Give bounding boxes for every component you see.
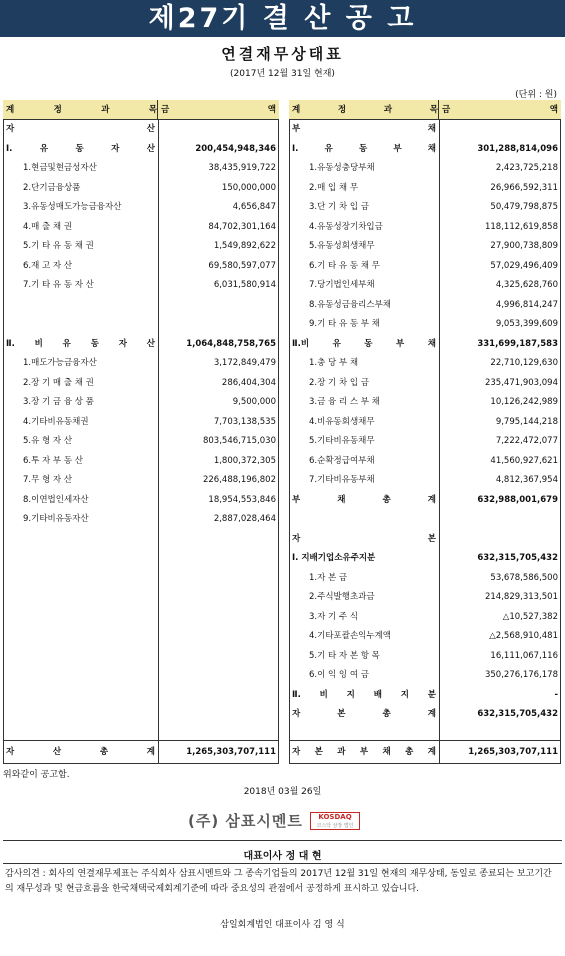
- notice-banner: 제27기 결 산 공 고: [0, 0, 565, 37]
- total-amount: 1,265,303,707,111: [468, 747, 558, 757]
- header-char: 과: [383, 105, 393, 115]
- table-row: [3, 140, 279, 159]
- footer-note: 위와같이 공고함.: [3, 770, 70, 780]
- account-amount: 9,795,144,218: [495, 416, 558, 427]
- table-row: [3, 491, 279, 510]
- account-label: 3.장 기 금 융 상 품: [23, 397, 94, 407]
- header-account: [289, 100, 439, 120]
- account-label: 4.기타포괄손익누계액: [309, 631, 392, 641]
- table-row: [3, 218, 279, 237]
- account-label: 4.비유동회생채무: [309, 416, 375, 427]
- account-label: 3.단 기 차 입 금: [309, 202, 369, 212]
- account-amount: 632,988,001,679: [477, 494, 558, 505]
- account-amount: 226,488,196,802: [202, 475, 276, 485]
- account-label: [3, 315, 158, 334]
- table-row: [3, 315, 279, 334]
- header-char: 정: [337, 105, 347, 115]
- account-amount: 214,829,313,501: [484, 592, 558, 602]
- account-label: 6.이 익 잉 여 금: [309, 670, 369, 680]
- account-label: 7.무 형 자 산: [23, 475, 73, 485]
- account-amount: 803,546,715,030: [202, 436, 276, 446]
- header-char: 과: [101, 105, 110, 115]
- account-amount: 22,710,129,630: [490, 358, 558, 368]
- table-row: [3, 276, 279, 295]
- account-label: 5.기 타 유 동 채 권: [23, 241, 94, 251]
- account-label: 5.기 타 자 본 항 목: [309, 650, 380, 661]
- table-row: [3, 354, 279, 373]
- account-label: 7.기타비유동부채: [309, 475, 375, 485]
- table-row: [3, 257, 279, 276]
- account-label: 3.금 융 리 스 부 채: [309, 397, 380, 407]
- account-amount: 50,479,798,875: [490, 202, 558, 212]
- account-amount: 1,064,848,758,765: [186, 338, 276, 349]
- table-row: [289, 296, 561, 315]
- account-amount: 2,887,028,464: [213, 514, 276, 524]
- account-label: Ⅰ. 유 동 부 채: [292, 143, 436, 154]
- account-label: 5.유동성회생채무: [309, 241, 375, 251]
- document-date: (2017년 12월 31일 현재): [230, 69, 335, 79]
- unit-label: (단위 : 원): [515, 90, 557, 100]
- table-row: [3, 393, 279, 412]
- table-row: [3, 510, 279, 529]
- account-label: 6.투 자 부 동 산: [23, 455, 83, 466]
- account-amount: 9,500,000: [232, 397, 276, 407]
- document-title: 연결재무상태표: [221, 45, 344, 63]
- account-label: 4.매 출 채 권: [23, 221, 73, 232]
- table-row: [3, 237, 279, 256]
- header-amount: [439, 100, 561, 120]
- account-label: 3.유동성매도가능금융자산: [23, 202, 122, 212]
- table-row: [289, 510, 561, 529]
- header-char: 계: [6, 105, 15, 115]
- account-label: 2.장 기 매 출 채 권: [23, 377, 94, 388]
- account-amount: [439, 510, 561, 529]
- footer-date: 2018년 03월 26일: [243, 787, 322, 797]
- table-row: [289, 491, 561, 510]
- header-account: [3, 100, 158, 120]
- account-label: 6.기 타 유 동 채 무: [309, 260, 380, 271]
- account-label: 5.기타비유동채무: [309, 436, 375, 446]
- account-label: 자 산: [6, 124, 155, 134]
- account-label: 7.당기법인세부채: [309, 280, 375, 290]
- kosdaq-badge: [310, 812, 360, 830]
- table-row: [289, 276, 561, 295]
- account-amount: 18,954,553,846: [208, 494, 276, 505]
- table-row: [3, 120, 279, 139]
- header-char: 금: [442, 105, 451, 115]
- table-row: [289, 647, 561, 666]
- table-row: [3, 335, 279, 354]
- table-header: [3, 100, 279, 120]
- account-amount: △2,568,910,481: [489, 631, 558, 641]
- account-label: 7.기 타 유 동 자 산: [23, 280, 94, 290]
- account-amount: 6,031,580,914: [213, 280, 276, 290]
- table-row: [3, 198, 279, 217]
- table-row: [289, 179, 561, 198]
- account-amount: 27,900,738,809: [490, 241, 558, 251]
- account-amount: 235,471,903,094: [484, 377, 558, 388]
- kosdaq-main: KOSDAQ: [318, 813, 352, 821]
- account-amount: 3,172,849,479: [213, 358, 276, 368]
- account-label: 3.자 기 주 식: [309, 611, 359, 622]
- total-row: [3, 741, 279, 763]
- account-label: 1.현금및현금성자산: [23, 163, 97, 173]
- table-row: [3, 413, 279, 432]
- account-amount: 118,112,619,858: [484, 221, 558, 232]
- table-row: [289, 120, 561, 139]
- company-logo: (주) 삼표시멘트: [188, 812, 303, 830]
- account-label: 9.기타비유동자산: [23, 514, 89, 524]
- account-amount: 84,702,301,164: [208, 221, 276, 232]
- table-row: [3, 296, 279, 315]
- account-label: 8.유동성금융리스부채: [309, 299, 392, 310]
- table-row: [289, 452, 561, 471]
- account-label: 1.충 당 부 채: [309, 358, 359, 368]
- account-label: 자 본 총 계: [292, 709, 436, 719]
- header-char: 액: [549, 105, 558, 115]
- table-row: [289, 413, 561, 432]
- account-amount: 200,454,948,346: [195, 143, 276, 154]
- account-amount: 632,315,705,432: [477, 709, 558, 719]
- table-row: [289, 569, 561, 588]
- table-row: [289, 666, 561, 685]
- account-amount: [158, 296, 279, 315]
- account-label: 2.단기금융상품: [23, 182, 81, 193]
- kosdaq-sub: 코스닥 상장 법인: [316, 823, 354, 829]
- account-amount: 1,800,372,305: [213, 455, 276, 466]
- account-amount: 286,404,304: [221, 377, 276, 388]
- account-label: Ⅱ. 비 지 배 지 분: [292, 689, 436, 700]
- account-label: Ⅰ. 유 동 자 산: [6, 143, 155, 154]
- account-label: 9.기 타 유 동 부 채: [309, 319, 380, 329]
- account-amount: 4,812,367,954: [495, 475, 558, 485]
- account-amount: 4,325,628,760: [495, 280, 558, 290]
- table-row: [289, 159, 561, 178]
- audit-opinion: 감사의견 : 회사의 연결재무제표는 주식회사 삼표시멘트와 그 종속기업들의 2017년 12월 31일 현재의 재무상태, 동일로 종료되는 보고기간의 재무성과 및 현금흐름을 한국채택국제회계기준에 따라 중요성의 관점에서 공정하게 표시하고 있습니다.: [5, 869, 552, 894]
- header-char: 액: [267, 105, 276, 115]
- account-label: 8.이연법인세자산: [23, 494, 89, 505]
- table-row: [289, 530, 561, 549]
- table-row: [289, 374, 561, 393]
- header-char: 정: [53, 105, 62, 115]
- table-row: [289, 354, 561, 373]
- divider: [3, 863, 562, 864]
- table-row: [289, 393, 561, 412]
- account-amount: 7,222,472,077: [495, 436, 558, 446]
- table-row: [3, 452, 279, 471]
- table-row: [289, 432, 561, 451]
- table-row: [289, 608, 561, 627]
- table-row: [289, 588, 561, 607]
- account-amount: 9,053,399,609: [495, 319, 558, 329]
- account-label: 부 채: [292, 124, 436, 134]
- account-label: 4.유동성장기차입금: [309, 221, 383, 232]
- account-amount: 150,000,000: [221, 182, 276, 193]
- account-label: 2.주식발행초과금: [309, 592, 375, 602]
- table-row: [289, 549, 561, 568]
- account-label: 4.기타비유동채권: [23, 416, 89, 427]
- account-amount: 1,549,892,622: [213, 241, 276, 251]
- account-amount: 4,656,847: [232, 202, 276, 212]
- total-amount: 1,265,303,707,111: [186, 747, 276, 757]
- account-label: Ⅱ.비 유 동 부 채: [292, 338, 436, 349]
- account-amount: 331,699,187,583: [477, 338, 558, 349]
- account-amount: [439, 530, 561, 549]
- total-label: 자 산 총 계: [6, 747, 155, 757]
- account-label: 1.매도가능금융자산: [23, 358, 97, 368]
- account-amount: -: [554, 689, 558, 700]
- account-amount: 10,126,242,989: [490, 397, 558, 407]
- total-label: 자 본 과 부 채 총 계: [292, 747, 436, 757]
- account-amount: 2,423,725,218: [495, 163, 558, 173]
- account-label: 6.재 고 자 산: [23, 260, 73, 271]
- table-row: [3, 159, 279, 178]
- table-row: [289, 198, 561, 217]
- divider: [3, 840, 562, 841]
- account-label: 1.유동성충당부채: [309, 163, 375, 173]
- account-amount: △10,527,382: [502, 611, 558, 622]
- account-amount: 26,966,592,311: [490, 182, 558, 193]
- account-amount: 4,996,814,247: [495, 299, 558, 310]
- header-char: 계: [292, 105, 301, 115]
- header-char: 금: [161, 105, 170, 115]
- account-label: 6.순확정급여부채: [309, 455, 375, 466]
- account-label: 자 본: [292, 533, 436, 544]
- account-amount: 41,560,927,621: [490, 455, 558, 466]
- table-row: [3, 432, 279, 451]
- account-amount: 53,678,586,500: [490, 572, 558, 583]
- account-amount: [439, 120, 561, 139]
- account-amount: [158, 120, 279, 139]
- table-row: [289, 705, 561, 724]
- account-amount: 632,315,705,432: [477, 553, 558, 563]
- table-row: [289, 218, 561, 237]
- header-char: 목: [148, 105, 157, 115]
- account-amount: [158, 315, 279, 334]
- table-row: [289, 471, 561, 490]
- table-row: [289, 335, 561, 354]
- account-label: Ⅱ. 비 유 동 자 산: [6, 338, 155, 349]
- account-amount: 69,580,597,077: [208, 260, 276, 271]
- table-row: [3, 471, 279, 490]
- account-label: 부 채 총 계: [292, 494, 436, 505]
- account-label: [289, 510, 439, 529]
- account-amount: 57,029,496,409: [490, 260, 558, 271]
- account-amount: 350,276,176,178: [484, 670, 558, 680]
- table-row: [289, 140, 561, 159]
- account-amount: 301,288,814,096: [477, 143, 558, 154]
- table-row: [3, 179, 279, 198]
- account-amount: 16,111,067,116: [490, 650, 558, 661]
- table-row: [289, 315, 561, 334]
- auditor-signature: 삼일회계법인 대표이사 김 영 식: [220, 920, 345, 930]
- ceo-name: 대표이사 정 대 현: [243, 851, 322, 862]
- table-row: [289, 686, 561, 705]
- account-amount: 38,435,919,722: [208, 163, 276, 173]
- table-header: [289, 100, 561, 120]
- account-amount: 7,703,138,535: [213, 416, 276, 427]
- account-label: Ⅰ. 지배기업소유주지분: [292, 553, 376, 563]
- total-row: [289, 741, 561, 763]
- table-row: [289, 237, 561, 256]
- table-row: [289, 627, 561, 646]
- account-label: 2.매 입 채 무: [309, 182, 359, 193]
- table-row: [289, 257, 561, 276]
- table-row: [3, 374, 279, 393]
- header-char: 목: [429, 105, 438, 115]
- account-label: 1.자 본 금: [309, 572, 348, 583]
- account-label: 5.유 형 자 산: [23, 436, 73, 446]
- account-label: 2.장 기 차 입 금: [309, 377, 369, 388]
- header-amount: [158, 100, 279, 120]
- account-label: [3, 296, 158, 315]
